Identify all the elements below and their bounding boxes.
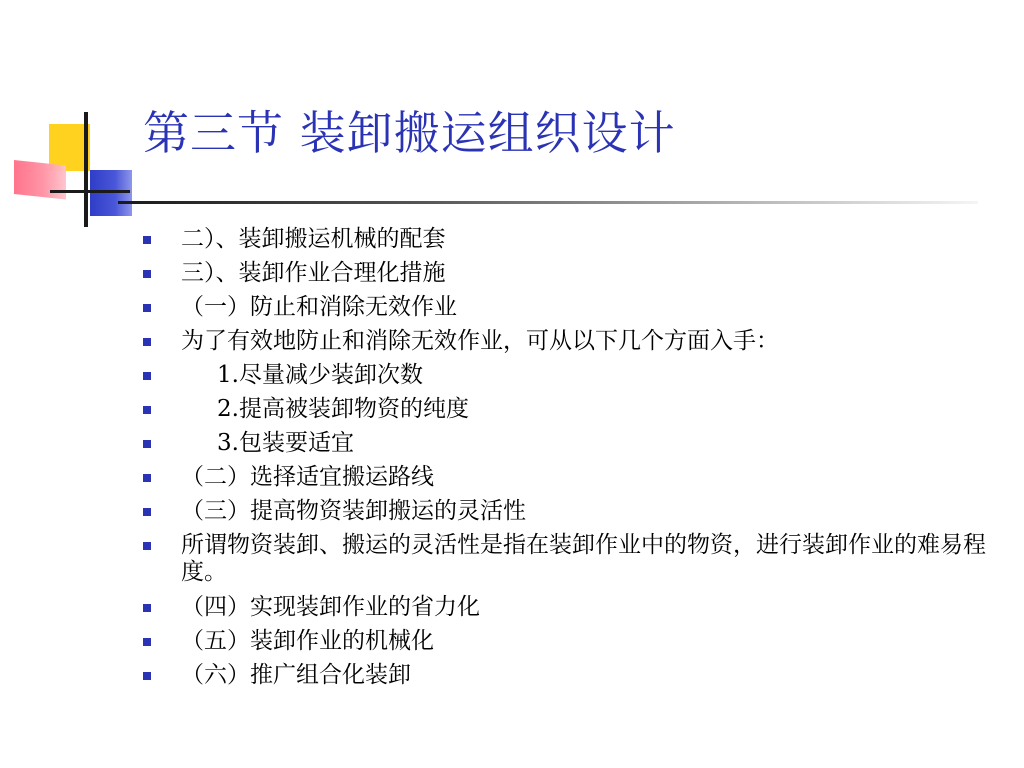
decorative-logo bbox=[0, 0, 140, 240]
bullet-item bbox=[143, 498, 993, 524]
bullet-item bbox=[143, 628, 993, 654]
bullet-text: （五）装卸作业的机械化 bbox=[181, 628, 434, 654]
bullet-text: 1.尽量减少装卸次数 bbox=[217, 362, 423, 388]
bullet-text: （四）实现装卸作业的省力化 bbox=[181, 594, 480, 620]
bullet-marker bbox=[143, 474, 151, 482]
bullet-text: （二）选择适宜搬运路线 bbox=[181, 464, 434, 490]
bullet-marker bbox=[143, 604, 151, 612]
bullet-marker bbox=[143, 440, 151, 448]
bullet-item bbox=[143, 464, 993, 490]
bullet-item bbox=[143, 594, 993, 620]
bullet-marker bbox=[143, 638, 151, 646]
bullet-text: 为了有效地防止和消除无效作业，可从以下几个方面入手： bbox=[181, 328, 779, 354]
bullet-item bbox=[143, 662, 993, 688]
bullet-text: 3.包装要适宜 bbox=[217, 430, 354, 456]
bullet-marker bbox=[143, 542, 151, 550]
bullet-marker bbox=[143, 270, 151, 278]
bullet-list bbox=[143, 226, 993, 696]
bullet-item bbox=[143, 328, 993, 354]
bullet-item bbox=[143, 532, 993, 586]
bullet-item bbox=[143, 260, 993, 286]
bullet-marker bbox=[143, 406, 151, 414]
logo-blue-square bbox=[90, 170, 132, 216]
bullet-marker bbox=[143, 304, 151, 312]
bullet-item bbox=[143, 226, 993, 252]
bullet-marker bbox=[143, 338, 151, 346]
bullet-text: （一）防止和消除无效作业 bbox=[181, 294, 457, 320]
bullet-item-indented bbox=[143, 430, 993, 456]
bullet-marker bbox=[143, 372, 151, 380]
bullet-marker bbox=[143, 236, 151, 244]
bullet-text: （六）推广组合化装卸 bbox=[181, 662, 411, 688]
slide-title: 第三节 装卸搬运组织设计 bbox=[143, 106, 676, 160]
bullet-text: 2.提高被装卸物资的纯度 bbox=[217, 396, 469, 422]
logo-vertical-line bbox=[84, 112, 88, 227]
bullet-text: 三）、装卸作业合理化措施 bbox=[181, 260, 446, 286]
bullet-text: 所谓物资装卸、搬运的灵活性是指在装卸作业中的物资，进行装卸作业的难易程度。 bbox=[181, 532, 986, 585]
title-underline bbox=[118, 201, 978, 204]
bullet-marker bbox=[143, 672, 151, 680]
bullet-marker bbox=[143, 508, 151, 516]
bullet-item bbox=[143, 294, 993, 320]
bullet-item-indented bbox=[143, 396, 993, 422]
logo-horizontal-line bbox=[50, 190, 130, 193]
bullet-text: 二）、装卸搬运机械的配套 bbox=[181, 226, 446, 252]
bullet-item-indented bbox=[143, 362, 993, 388]
bullet-text: （三）提高物资装卸搬运的灵活性 bbox=[181, 498, 526, 524]
logo-red-square bbox=[14, 160, 66, 199]
